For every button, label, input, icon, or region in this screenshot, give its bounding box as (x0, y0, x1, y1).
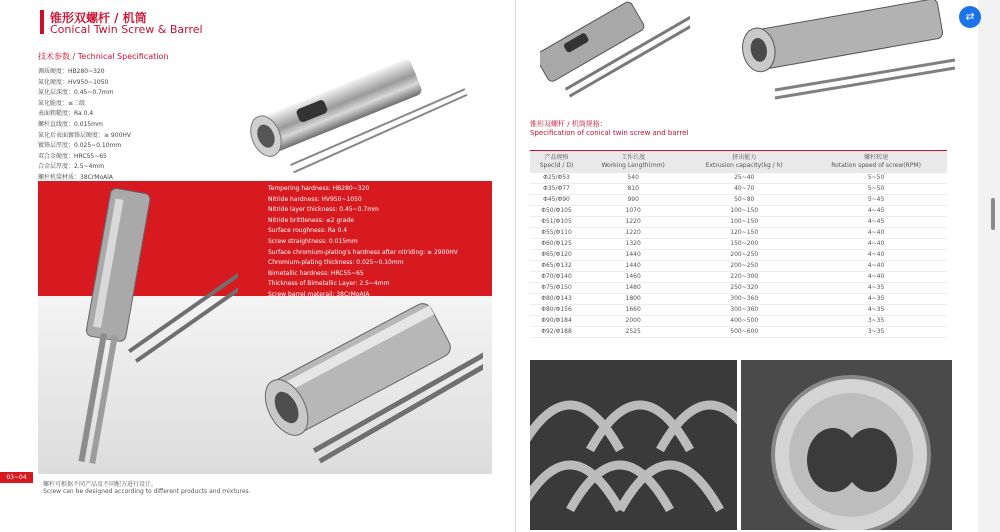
table-cell: 4~40 (805, 271, 947, 282)
table-row (530, 183, 947, 194)
table-row (530, 173, 947, 184)
translate-icon[interactable]: ⇄ (959, 6, 981, 28)
page-title-en: Conical Twin Screw & Barrel (50, 23, 203, 36)
table-cell: Φ65/Φ120 (530, 249, 583, 260)
column-header: 工作长度 Working Length(mm) (583, 151, 683, 173)
table-cell: 4~40 (805, 227, 947, 238)
table-cell: 4~35 (805, 293, 947, 304)
spec-item: 调质硬度：HB280~320 (38, 68, 105, 75)
table-row (530, 194, 947, 205)
spec-item: Nitride hardness: HV950~1050 (268, 195, 362, 203)
table-cell: 4~45 (805, 205, 947, 216)
title-accent-bar (40, 10, 44, 34)
table-row (530, 260, 947, 271)
table-cell: 5~50 (805, 173, 947, 184)
footnote-cn: 螺杆可根据不同产品及不同配方进行设计。 (43, 481, 158, 488)
table-cell: 200~250 (683, 260, 805, 271)
table-cell: Φ50/Φ105 (530, 205, 583, 216)
table-cell: 810 (583, 183, 683, 194)
table-cell: 1220 (583, 227, 683, 238)
table-row (530, 326, 947, 337)
screw-photo-large-right (253, 276, 483, 471)
table-cell: 1320 (583, 238, 683, 249)
table-cell: 4~35 (805, 282, 947, 293)
table-cell: 1440 (583, 249, 683, 260)
spec-item: 氮化后表面镀铬层硬度：≥ 900HV (38, 131, 132, 139)
spec-item: 螺杆机筒材质：38CrMoAlA (38, 173, 114, 181)
spec-item: Nitride layer thickness: 0.45~0.7mm (268, 206, 379, 214)
table-cell: 1480 (583, 282, 683, 293)
table-cell: Φ65/Φ132 (530, 260, 583, 271)
column-header: 产品规格 Spec(d / D) (530, 151, 583, 173)
spec-item: Screw straightness: 0.015mm (268, 237, 358, 245)
table-cell: Φ90/Φ184 (530, 315, 583, 326)
spec-list-cn (38, 67, 131, 184)
spec-item: Chromium-plating thickness: 0.025~0.10mm (268, 259, 404, 267)
table-cell: 4~40 (805, 238, 947, 249)
spec-item: 合金层厚度：2.5~4mm (38, 163, 105, 171)
barrel-photo-top-right (735, 0, 960, 110)
screw-barrel-photo-top (245, 40, 475, 180)
table-cell: Φ70/Φ140 (530, 271, 583, 282)
table-cell: 5~45 (805, 194, 947, 205)
table-title-en: Specification of conical twin screw and barrel (530, 129, 689, 137)
footnote-en: Screw can be designed according to different products and mixtures. (43, 488, 251, 495)
spec-item: 表面粗糙度：Ra 0.4 (38, 110, 94, 118)
screw-closeup-photo (530, 360, 737, 530)
table-cell: Φ80/Φ156 (530, 304, 583, 315)
table-cell: 220~300 (683, 271, 805, 282)
spec-heading: 技术参数 / Technical Specification (38, 52, 169, 61)
table-cell: 1070 (583, 205, 683, 216)
table-row (530, 271, 947, 282)
table-cell: 100~150 (683, 205, 805, 216)
table-cell: 990 (583, 194, 683, 205)
spec-item: 氮化层深度：0.45~0.7mm (38, 89, 114, 97)
table-row (530, 238, 947, 249)
table-row (530, 227, 947, 238)
table-cell: 540 (583, 173, 683, 184)
table-cell: 4~40 (805, 260, 947, 271)
spec-item: 氮化脆度：≤二级 (38, 99, 86, 107)
spec-item: 双合金硬度：HRC55~65 (38, 152, 107, 160)
table-cell: Φ51/Φ105 (530, 216, 583, 227)
spec-item: Surface chromium-plating's hardness after nitriding: ≥ 2900HV (268, 248, 458, 256)
table-cell: Φ75/Φ150 (530, 282, 583, 293)
column-header: 挤出能力 Extrusion capacity(kg / h) (683, 151, 805, 173)
spec-item: Thickness of Bimetallic Layer: 2.5~4mm (268, 280, 390, 288)
table-row (530, 282, 947, 293)
table-cell: 2000 (583, 315, 683, 326)
scrollbar-track[interactable] (989, 48, 997, 532)
table-cell: 4~40 (805, 249, 947, 260)
table-cell: Φ80/Φ143 (530, 293, 583, 304)
table-cell: Φ55/Φ110 (530, 227, 583, 238)
table-cell: Φ45/Φ90 (530, 194, 583, 205)
table-cell: 40~70 (683, 183, 805, 194)
table-row (530, 216, 947, 227)
spec-item: Screw barrel materail: 38CrMoAIA (268, 290, 370, 298)
table-cell: 400~500 (683, 315, 805, 326)
scrollbar-thumb[interactable] (991, 198, 995, 230)
table-header-row (530, 151, 947, 173)
table-cell: 4~45 (805, 216, 947, 227)
table-title-cn: 锥形双螺杆 / 机筒规格： (530, 120, 607, 128)
table-cell: 1800 (583, 293, 683, 304)
table-cell: 50~80 (683, 194, 805, 205)
table-cell: 300~360 (683, 304, 805, 315)
table-cell: Φ60/Φ125 (530, 238, 583, 249)
table-cell: 4~35 (805, 304, 947, 315)
table-cell: 25~40 (683, 173, 805, 184)
spec-item: Nitride brittleness: ≤2 grade (268, 216, 354, 224)
spec-table (530, 150, 947, 338)
screw-photo-large-left (58, 186, 238, 471)
table-cell: 3~35 (805, 326, 947, 337)
table-cell: 200~250 (683, 249, 805, 260)
barrel-bore-photo (741, 360, 952, 530)
table-cell: 1440 (583, 260, 683, 271)
spec-item: 氮化硬度：HV950~1050 (38, 78, 109, 86)
table-cell: 100~150 (683, 216, 805, 227)
table-cell: 150~200 (683, 238, 805, 249)
feature-panel (38, 181, 492, 474)
spec-item: 镀铬层厚度：0.025~0.10mm (38, 142, 122, 150)
table-cell: 5~50 (805, 183, 947, 194)
table-row (530, 293, 947, 304)
column-header: 螺杆转速 Rotation speed of screw(RPM) (805, 151, 947, 173)
table-cell: 1660 (583, 304, 683, 315)
table-row (530, 315, 947, 326)
table-cell: 1460 (583, 271, 683, 282)
spec-item: 螺杆直线度：0.015mm (38, 120, 103, 128)
table-cell: 3~35 (805, 315, 947, 326)
table-cell: Φ35/Φ77 (530, 183, 583, 194)
spec-list-en (268, 184, 458, 301)
table-cell: Φ92/Φ188 (530, 326, 583, 337)
table-row (530, 249, 947, 260)
table-cell: 300~360 (683, 293, 805, 304)
table-cell: 2525 (583, 326, 683, 337)
spec-item: Surface roughness: Ra 0.4 (268, 227, 348, 235)
table-cell: 500~600 (683, 326, 805, 337)
table-row (530, 304, 947, 315)
table-cell: 250~320 (683, 282, 805, 293)
table-body (530, 173, 947, 338)
page-title-cn: 锥形双螺杆 / 机筒 (50, 11, 147, 25)
barrel-photo-top-left (540, 0, 690, 110)
page-number: 03~04 (0, 472, 33, 483)
table-cell: 1220 (583, 216, 683, 227)
table-row (530, 205, 947, 216)
table-cell: 120~150 (683, 227, 805, 238)
spec-item: Tempering hardness: HB280~320 (268, 185, 370, 192)
table-cell: Φ25/Φ53 (530, 173, 583, 184)
page-gutter (515, 0, 516, 532)
spec-item: Bimetallic hardness: HRC55~65 (268, 269, 364, 277)
